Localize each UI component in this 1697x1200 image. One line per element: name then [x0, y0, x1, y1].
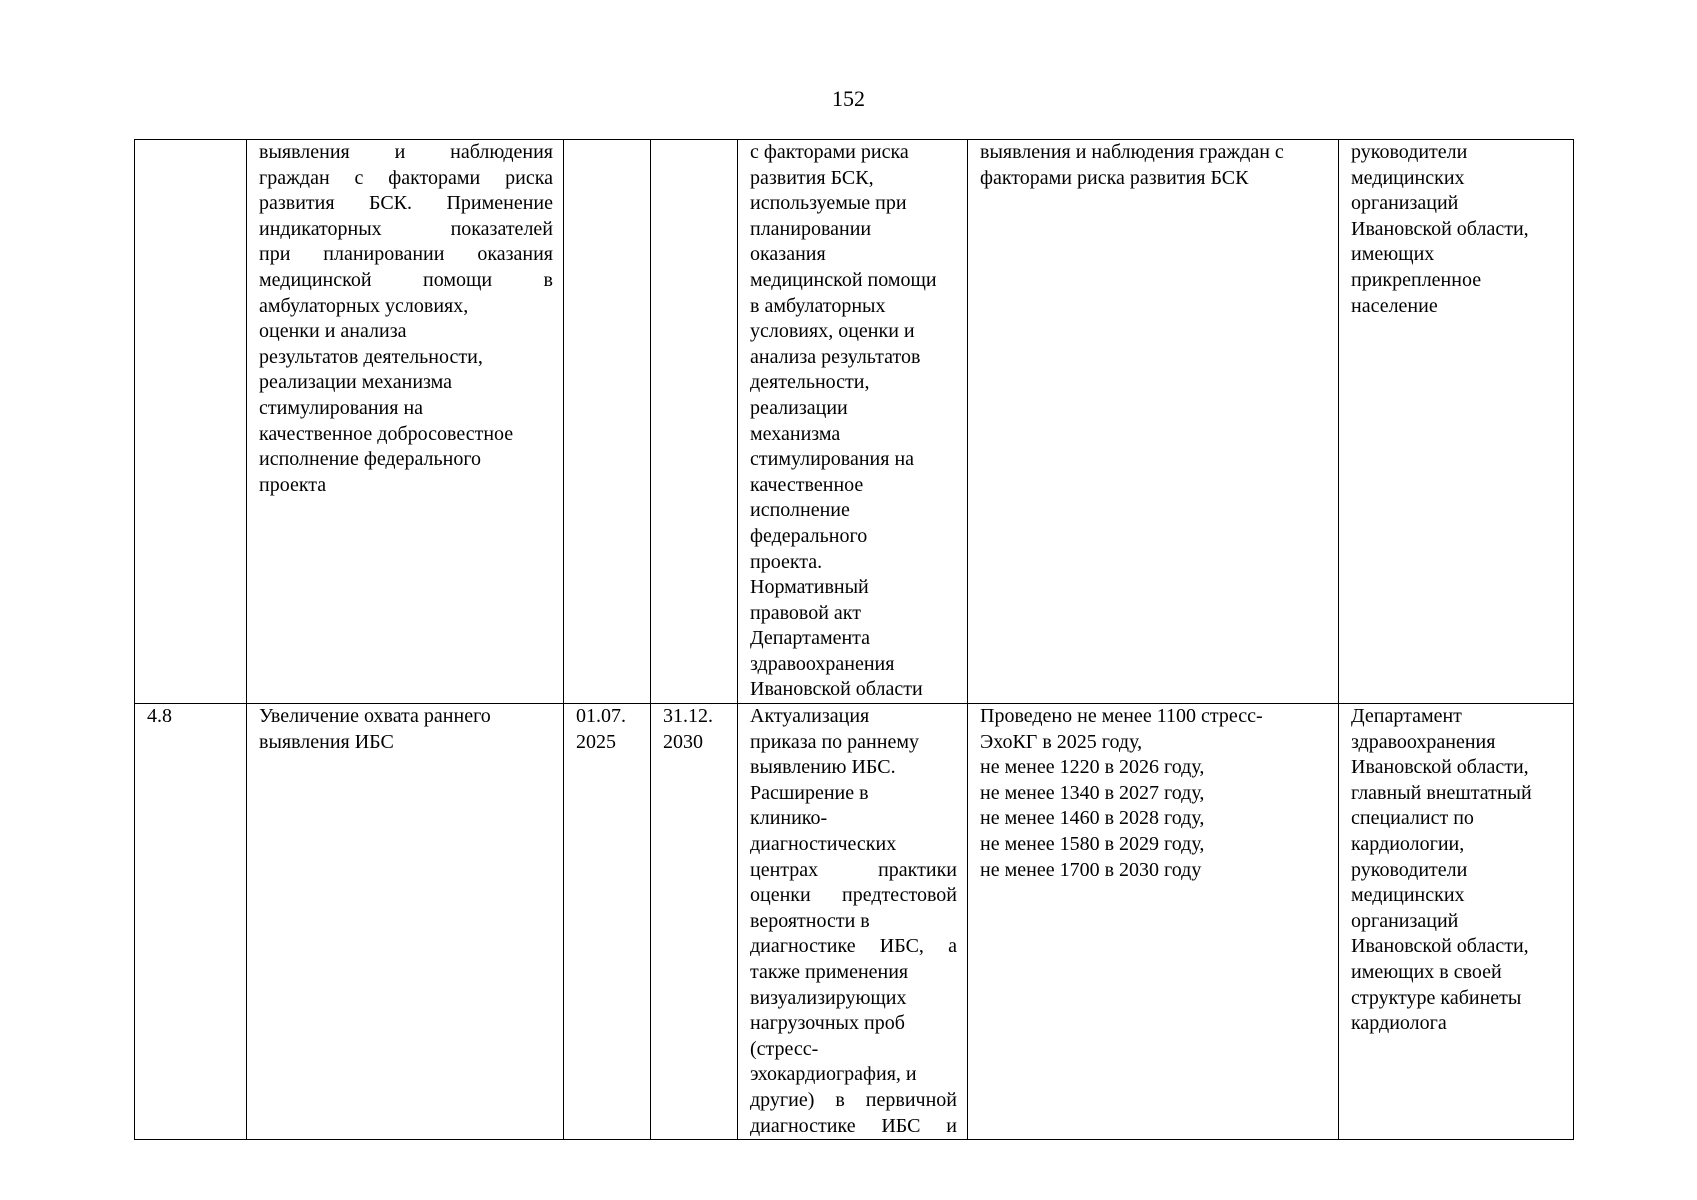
text-line: организаций	[1351, 909, 1459, 932]
text-line: в амбулаторных	[750, 294, 886, 317]
text-line: диагностике ИБС, а	[750, 935, 957, 958]
text-line: прикрепленное	[1351, 268, 1482, 291]
text-line: Ивановской области,	[1351, 756, 1529, 779]
start-date-line: 2025	[576, 730, 616, 753]
cell-responsible	[1339, 704, 1574, 1140]
text-line: деятельности,	[750, 371, 870, 394]
text-line: выявления и наблюдения граждан с	[980, 141, 1284, 163]
cell-start-date	[564, 704, 651, 1140]
text-line: структуре кабинеты	[1351, 986, 1522, 1009]
text-line: планировании	[750, 217, 872, 240]
cell-start-date	[564, 140, 651, 704]
text-line: Актуализация	[750, 705, 870, 728]
text-line: проекта.	[750, 550, 823, 573]
text-line: вероятности в	[750, 909, 870, 932]
text-line: Расширение в	[750, 781, 869, 804]
text-line: Департамента	[750, 627, 871, 650]
text-line: руководители	[1351, 141, 1468, 163]
text-line: стимулирования на	[750, 448, 915, 471]
text-line: не менее 1580 в 2029 году,	[980, 833, 1205, 856]
text-line: Департамент	[1351, 705, 1462, 728]
cell-end-date	[651, 140, 738, 704]
text-line: выявления ИБС	[259, 730, 394, 753]
text-line: реализации механизма	[259, 371, 453, 394]
text-line: медицинских	[1351, 166, 1465, 189]
text-line: не менее 1340 в 2027 году,	[980, 781, 1205, 804]
end-date-line: 2030	[663, 730, 703, 753]
text-line: реализации	[750, 396, 848, 419]
text-line: правовой акт	[750, 601, 861, 624]
text-line: кардиолога	[1351, 1012, 1447, 1035]
text-line: качественное добросовестное	[259, 422, 514, 445]
text-line: анализа результатов	[750, 345, 921, 368]
plan-table	[134, 139, 1574, 1140]
cell-measure-name	[247, 704, 564, 1140]
text-line: проекта	[259, 473, 327, 496]
text-line: развития БСК. Применение	[259, 192, 553, 215]
table-row-4-8	[135, 704, 1574, 1140]
text-line: руководители	[1351, 858, 1468, 881]
text-line: оценки и анализа	[259, 320, 407, 343]
start-date-line: 01.07.	[576, 705, 626, 728]
text-line: при планировании оказания	[259, 243, 553, 266]
page-number: 152	[832, 86, 865, 111]
text-line: амбулаторных условиях,	[259, 294, 469, 317]
text-line: Нормативный	[750, 576, 869, 599]
text-line: качественное	[750, 473, 864, 496]
text-line: результатов деятельности,	[259, 345, 483, 368]
text-line: исполнение	[750, 499, 850, 522]
text-line: медицинской помощи	[750, 268, 937, 291]
text-line: ЭхоКГ в 2025 году,	[980, 730, 1143, 753]
text-line: выявления и наблюдения	[259, 141, 553, 163]
cell-result	[738, 140, 968, 704]
text-line: диагностических	[750, 833, 897, 856]
cell-result	[738, 704, 968, 1140]
text-line: организаций	[1351, 192, 1459, 215]
text-line: медицинских	[1351, 884, 1465, 907]
text-line: кардиологии,	[1351, 833, 1465, 856]
cell-indicator	[968, 704, 1339, 1140]
text-line: механизма	[750, 422, 841, 445]
text-line: имеющих	[1351, 243, 1435, 266]
text-line: Увеличение охвата раннего	[259, 705, 491, 728]
text-line: эхокардиография, и	[750, 1063, 917, 1086]
text-line: также применения	[750, 961, 909, 983]
cell-indicator	[968, 140, 1339, 704]
text-line: здравоохранения	[1351, 730, 1496, 753]
row-number: 4.8	[147, 705, 172, 728]
text-line: нагрузочных проб	[750, 1012, 905, 1035]
cell-responsible	[1339, 140, 1574, 704]
text-line: федерального	[750, 524, 868, 547]
cell-number	[135, 704, 247, 1140]
text-line: с факторами риска	[750, 141, 909, 163]
text-line: развития БСК,	[750, 166, 874, 189]
text-line: приказа по раннему	[750, 730, 919, 753]
text-line: Ивановской области,	[1351, 217, 1529, 240]
text-line: визуализирующих	[750, 986, 907, 1009]
text-line: диагностике ИБС и	[750, 1114, 957, 1137]
text-line: другие) в первичной	[750, 1088, 957, 1111]
text-line: условиях, оценки и	[750, 320, 915, 343]
text-line: здравоохранения	[750, 652, 895, 675]
text-line: не менее 1460 в 2028 году,	[980, 807, 1205, 830]
text-line: имеющих в своей	[1351, 961, 1502, 983]
text-line: факторами риска развития БСК	[980, 166, 1249, 189]
text-line: оказания	[750, 243, 826, 266]
text-line: не менее 1220 в 2026 году,	[980, 756, 1205, 779]
text-line: клинико-	[750, 807, 828, 830]
text-line: не менее 1700 в 2030 году	[980, 858, 1202, 881]
text-line: (стресс-	[750, 1037, 819, 1060]
text-line: выявлению ИБС.	[750, 756, 896, 779]
text-line: стимулирования на	[259, 396, 424, 419]
text-line: Ивановской области	[750, 678, 923, 701]
text-line: население	[1351, 294, 1438, 317]
text-line: Проведено не менее 1100 стресс-	[980, 705, 1263, 728]
text-line: граждан с факторами риска	[259, 166, 553, 189]
text-line: используемые при	[750, 192, 907, 215]
text-line: исполнение федерального	[259, 448, 482, 471]
text-line: специалист по	[1351, 807, 1474, 830]
text-line: индикаторных показателей	[259, 217, 553, 240]
cell-end-date	[651, 704, 738, 1140]
text-line: оценки предтестовой	[750, 884, 957, 907]
table-row-continued	[135, 140, 1574, 704]
cell-number	[135, 140, 247, 704]
end-date-line: 31.12.	[663, 705, 713, 728]
text-line: Ивановской области,	[1351, 935, 1529, 958]
text-line: медицинской помощи в	[259, 268, 553, 291]
text-line: главный внештатный	[1351, 781, 1532, 804]
text-line: центрах практики	[750, 858, 957, 881]
cell-measure-name	[247, 140, 564, 704]
